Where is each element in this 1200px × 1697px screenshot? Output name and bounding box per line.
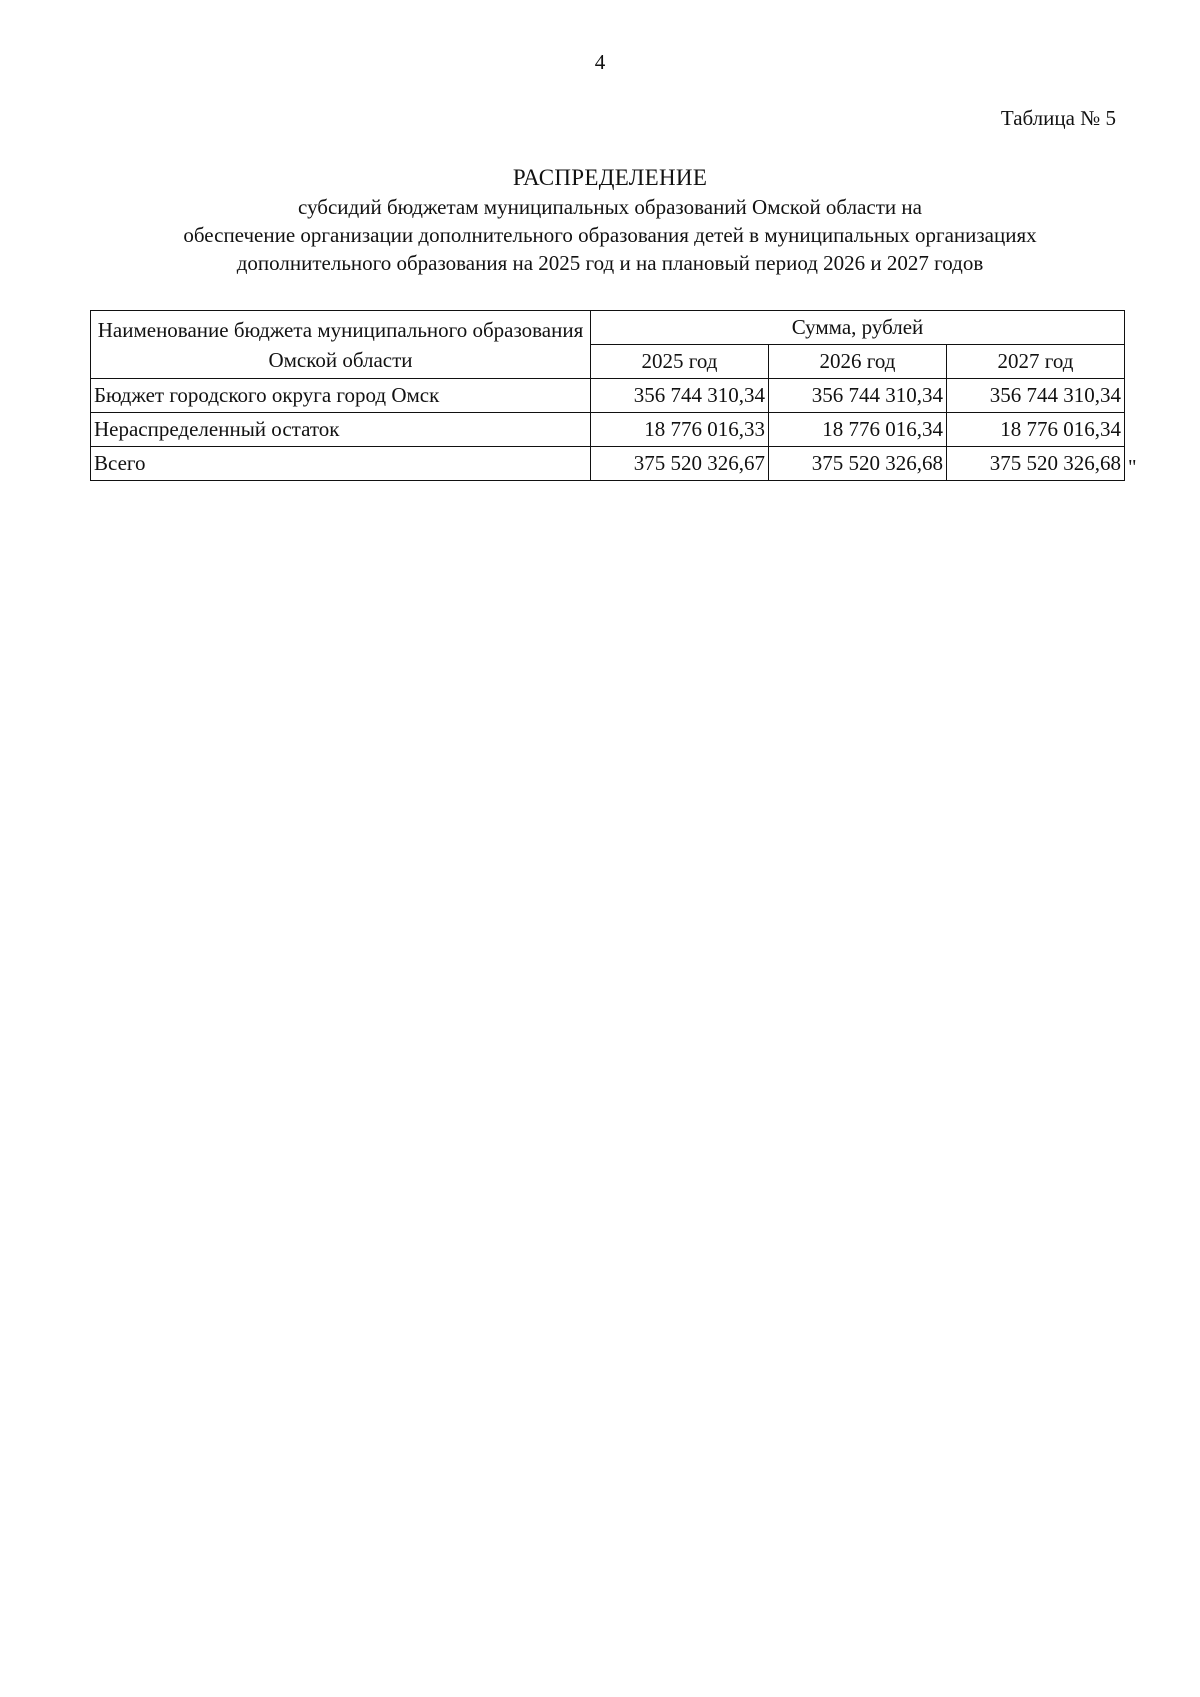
- row-value-2025: 356 744 310,34: [591, 379, 769, 413]
- year-header-2027: 2027 год: [947, 345, 1125, 379]
- title-line-2: обеспечение организации дополнительного образования детей в муниципальных организациях: [183, 223, 1037, 247]
- row-value-2026: 375 520 326,68: [769, 447, 947, 481]
- year-header-2026: 2026 год: [769, 345, 947, 379]
- table-number: Таблица № 5: [1000, 106, 1116, 130]
- row-value-2027: 18 776 016,34: [947, 413, 1125, 447]
- row-name: Нераспределенный остаток: [91, 413, 591, 447]
- row-value-2026: 356 744 310,34: [769, 379, 947, 413]
- table-row: [91, 379, 1125, 413]
- year-header-2025: 2025 год: [591, 345, 769, 379]
- document-title: [90, 163, 1130, 277]
- distribution-table-wrapper: [90, 310, 1125, 481]
- row-value-2026: 18 776 016,34: [769, 413, 947, 447]
- row-value-2025: 18 776 016,33: [591, 413, 769, 447]
- name-column-header: Наименование бюджета муниципального образования Омской области: [91, 311, 591, 379]
- page-number: 4: [594, 50, 606, 74]
- title-line-3: дополнительного образования на 2025 год и на плановый период 2026 и 2027 годов: [236, 251, 984, 275]
- title-main: РАСПРЕДЕЛЕНИЕ: [512, 165, 708, 190]
- sum-column-header: Сумма, рублей: [591, 311, 1125, 345]
- title-line-1: субсидий бюджетам муниципальных образований Омской области на: [298, 195, 922, 219]
- table-row: [91, 413, 1125, 447]
- distribution-table: [90, 310, 1125, 481]
- row-value-2027: 375 520 326,68: [947, 447, 1125, 481]
- closing-quote: ": [1128, 455, 1137, 479]
- row-name: Бюджет городского округа город Омск: [91, 379, 591, 413]
- header-row-1: [91, 311, 1125, 345]
- row-name: Всего: [91, 447, 591, 481]
- table-row-total: [91, 447, 1125, 481]
- row-value-2025: 375 520 326,67: [591, 447, 769, 481]
- row-value-2027: 356 744 310,34: [947, 379, 1125, 413]
